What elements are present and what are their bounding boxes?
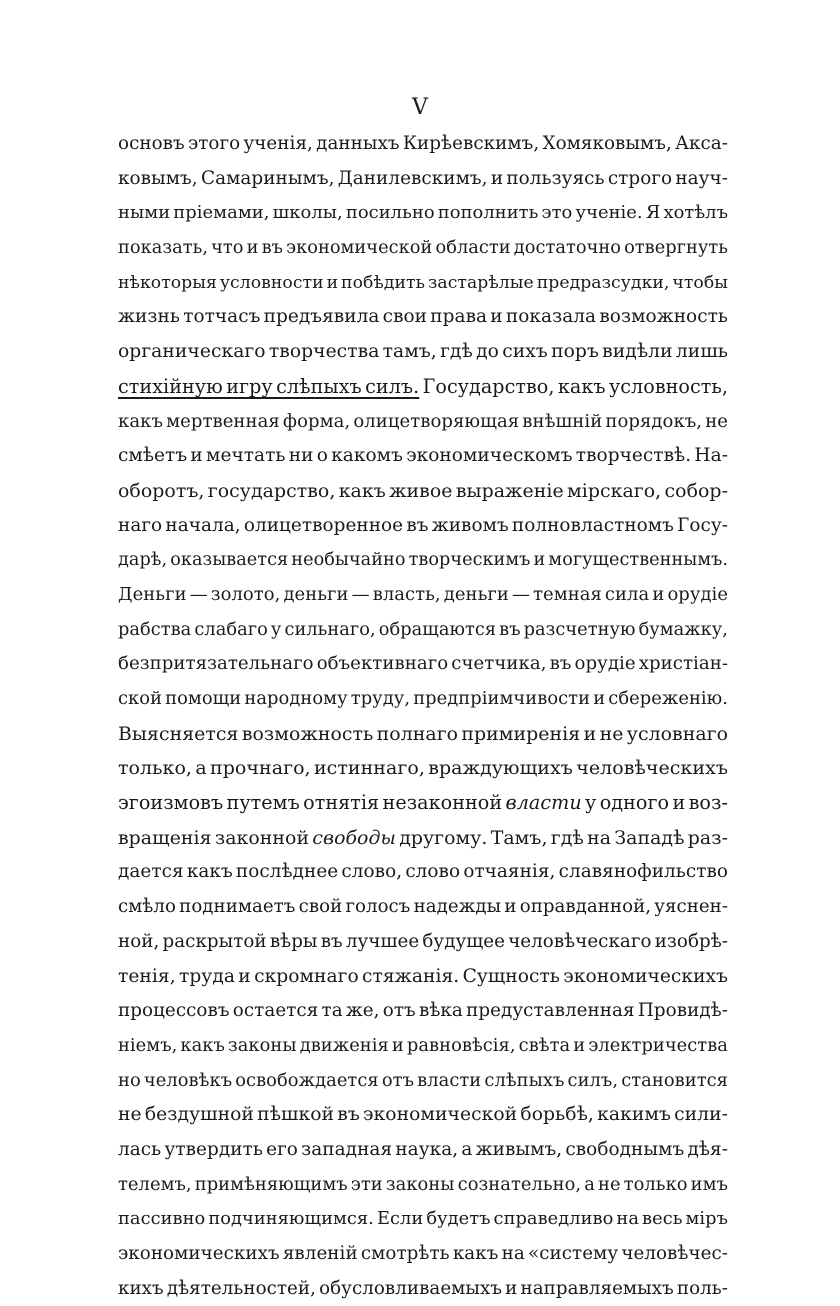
- text-line-18: Выясняется возможность полнаго примиренія и не условнаго: [118, 722, 728, 745]
- underlined-phrase: стихійную игру слѣпыхъ силъ.: [118, 374, 420, 398]
- text-line-2: ковымъ, Самаринымъ, Данилевскимъ, и пользуясь строго науч-: [118, 167, 728, 189]
- text-line-21-before: вращенія законной: [118, 826, 313, 849]
- text-line-34: кихъ дѣятельностей, обусловливаемыхъ и направляемыхъ поль-: [118, 1277, 728, 1299]
- text-line-27: ніемъ, какъ законы движенія и равновѣсія, свѣта и электричества: [118, 1034, 728, 1056]
- text-line-26: процессовъ остается та же, отъ вѣка предуставленная Провидѣ-: [118, 1000, 728, 1022]
- text-line-6: жизнь тотчасъ предъявила свои права и показала возможность: [118, 306, 728, 328]
- text-line-32: пассивно подчиняющимся. Если будетъ справедливо на весь міръ: [118, 1208, 728, 1230]
- italic-word-vlasti: власти: [505, 791, 582, 815]
- text-line-16: безпритязательнаго объективнаго счетчика, въ орудіе христіан-: [118, 653, 728, 675]
- text-line-22: дается какъ послѣднее слово, слово отчаянія, славянофильство: [118, 861, 728, 883]
- text-line-21: [118, 821, 728, 856]
- text-line-20: [118, 786, 728, 821]
- text-line-30: лась утвердить его западная наука, а живымъ, свободнымъ дѣя-: [118, 1138, 728, 1160]
- body-text: [118, 127, 728, 1306]
- text-line-31: телемъ, примѣняющимъ эти законы сознательно, а не только имъ: [118, 1173, 728, 1195]
- text-line-12: наго начала, олицетворенное въ живомъ полновластномъ Госу-: [118, 514, 728, 536]
- text-line-25: тенія, труда и скромнаго стяжанія. Сущность экономическихъ: [118, 965, 728, 987]
- text-line-24: ной, раскрытой вѣры въ лучшее будущее человѣческаго изобрѣ-: [118, 930, 728, 952]
- text-line-3: ными пріемами, школы, посильно пополнить это ученіе. Я хотѣлъ: [118, 202, 728, 224]
- page-number: V: [412, 95, 428, 120]
- text-line-29: не бездушной пѣшкой въ экономической борьбѣ, какимъ сили-: [118, 1104, 728, 1126]
- text-line-7: органическаго творчества тамъ, гдѣ до сихъ поръ видѣли лишь: [118, 341, 728, 363]
- text-line-14: Деньги — золото, деньги — власть, деньги — темная сила и орудіе: [118, 583, 728, 605]
- text-line-15: рабства слабаго у сильнаго, обращаются въ разсчетную бумажку,: [118, 619, 728, 640]
- text-line-8: [118, 370, 728, 405]
- text-line-4: показать, что и въ экономической области достаточно отвергнуть: [118, 238, 728, 259]
- text-line-9: какъ мертвенная форма, олицетворяющая внѣшній порядокъ, не: [118, 410, 728, 432]
- text-line-17: ской помощи народному труду, предпріимчивости и сбереженію.: [118, 688, 728, 709]
- text-line-19: только, а прочнаго, истиннаго, враждующихъ человѣческихъ: [118, 757, 728, 780]
- text-line-28: но человѣкъ освобождается отъ власти слѣпыхъ силъ, становится: [118, 1069, 728, 1091]
- text-line-20-after: у одного и воз-: [581, 791, 728, 815]
- text-line-13: дарѣ, оказывается необычайно творческимъ и могущественнымъ.: [118, 550, 728, 571]
- text-line-20-before: эгоизмовъ путемъ отнятія незаконной: [118, 791, 506, 815]
- text-line-5: нѣкоторыя условности и побѣдить застарѣлые предразсудки, чтобы: [118, 272, 728, 293]
- text-line-21-after: другому. Тамъ, гдѣ на Западѣ раз-: [395, 826, 728, 849]
- text-line-23: смѣло поднимаетъ свой голосъ надежды и оправданной, уяснен-: [118, 896, 728, 918]
- italic-word-svobody: свободы: [312, 826, 396, 849]
- text-line-11: оборотъ, государство, какъ живое выраженіе мірскаго, собор-: [118, 479, 728, 502]
- text-line-10: смѣетъ и мечтать ни о какомъ экономическомъ творчествѣ. На-: [118, 445, 728, 467]
- text-line-33: экономическихъ явленій смотрѣть какъ на «систему человѣчес-: [118, 1243, 728, 1264]
- text-line-8-rest: Государство, какъ условность,: [419, 374, 728, 398]
- text-line-1: основъ этого ученія, данныхъ Кирѣевскимъ, Хомяковымъ, Акса-: [118, 133, 728, 154]
